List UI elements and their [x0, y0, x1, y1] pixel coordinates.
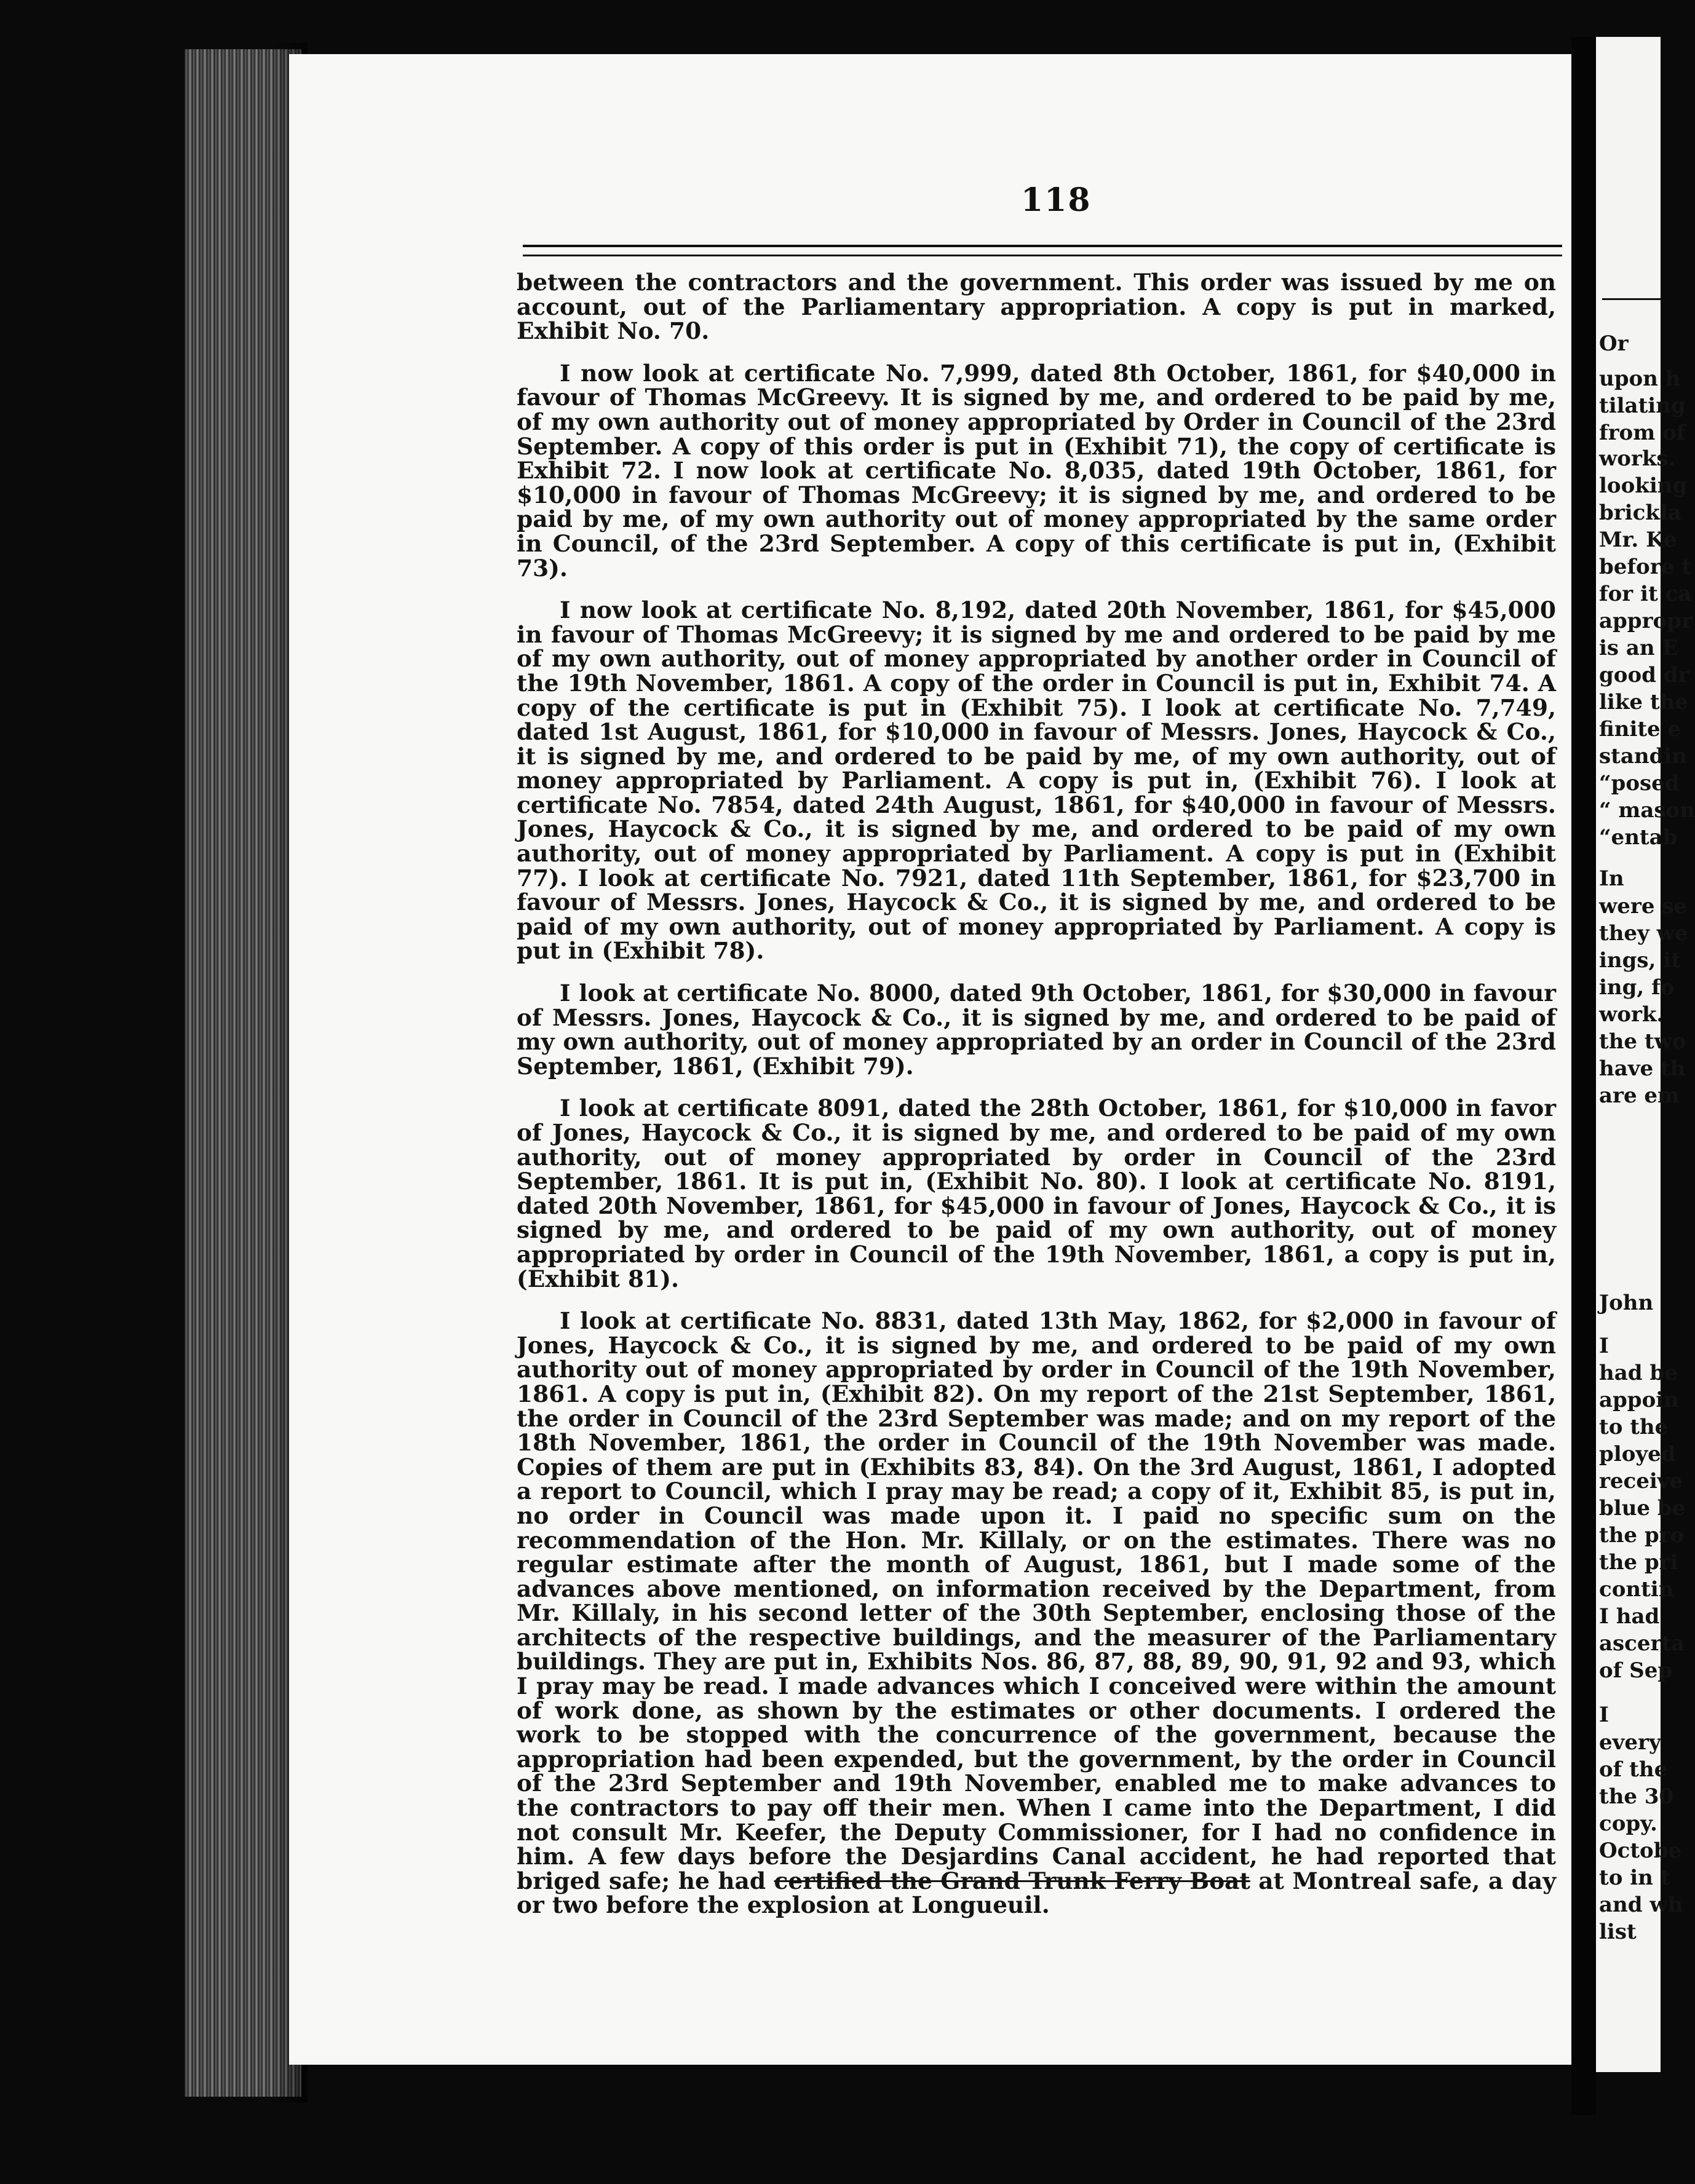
facing-page-line: is an E — [1599, 636, 1678, 660]
facing-page-line: standin — [1599, 744, 1688, 769]
facing-page-line: of Sep — [1599, 1658, 1673, 1683]
paragraph: between the contractors and the government. This order was issued by me on account, out of the Parliamentary appropriation. A copy is put in marked, Exhibit No. 70. — [517, 269, 1556, 345]
facing-page-line: contin — [1599, 1577, 1674, 1602]
facing-page-line: Octobe — [1599, 1838, 1682, 1863]
facing-page-line: were se — [1599, 894, 1688, 919]
facing-page-line: the 30 — [1599, 1784, 1674, 1809]
paragraph: I look at certificate No. 8000, dated 9th October, 1861, for $30,000 in favour of Messrs. Jones, Haycock & Co., it is signed by me, and ordered to be paid of my own authority, out of money appropriated by an order in Council of the 23rd September, 1861, (Exhibit 79). — [517, 979, 1556, 1080]
facing-page-line: ings, it — [1599, 948, 1681, 973]
facing-page-line: are em — [1599, 1083, 1680, 1108]
book-gutter — [1571, 37, 1596, 2115]
facing-page-line: finite e — [1599, 717, 1681, 742]
facing-page-line: to in t — [1599, 1866, 1670, 1890]
facing-page-line: for it ca — [1599, 582, 1692, 606]
facing-page-line: they we — [1599, 921, 1688, 946]
facing-page-line: good dr — [1599, 663, 1689, 687]
facing-page-line: appropr — [1599, 609, 1693, 633]
facing-page-line: brickla — [1599, 501, 1681, 525]
facing-page-line: the pro — [1599, 1523, 1685, 1548]
facing-page-line: before t — [1599, 555, 1691, 579]
page-body-text — [517, 271, 1556, 1918]
paragraph-text: I look at certificate No. 8831, dated 13th May, 1862, for $2,000 in favour of Jones, Haycock & Co., it is signed by me, and ordered to be paid of my own authority out of money appropriated by order in Council of the 19th November, 1861. A copy is put in, (Exhibit 82). On my report of the 21st September, 1861, the order in Council of the 23rd September was made; and on my report of the 18th November, 1861, the order in Council of the 19th November was made. Copies of them are put in (Exhibits 83, 84). On the 3rd August, 1861, I adopted a report to Council, which I pray may be read; a copy of it, Exhibit 85, is put in, no order in Council was made upon it. I paid no specific sum on the recommendation of the Hon. Mr. Killaly, or on the estimates. There was no regular estimate after the month of August, 1861, but I made some of the advances above mentioned, on information received by the Department, from Mr. Killaly, in his second letter of the 30th September, enclosing those of the architects of the respective buildings, and the measurer of the Parliamentary buildings. They are put in, Exhibits Nos. 86, 87, 88, 89, 90, 91, 92 and 93, which I pray may be read. I made advances which I conceived were within the amount of work done, as shown by the estimates or other documents. I ordered the work to be stopped with the concurrence of the government, because the appropriation had been expended, but the government, by the order in Council of the 23rd September and 19th November, enabled me to make advances to the contractors to pay off their men. When I came into the Department, I did not consult Mr. Keefer, the Deputy Commissioner, for I had no confidence in him. A few days before the Desjardins Canal accident, he had reported that briged safe; he had — [517, 1307, 1556, 1894]
facing-page-line: every — [1599, 1730, 1661, 1755]
facing-page-line: Or — [1599, 331, 1629, 356]
facing-page-line: from of — [1599, 421, 1686, 445]
facing-page-rule — [1602, 298, 1661, 300]
facing-page-line: Mr. Ke — [1599, 528, 1677, 552]
facing-page-line: I had — [1599, 1604, 1660, 1629]
struck-text: certified the Grand Trunk Ferry Boat — [774, 1867, 1250, 1894]
page-number: 118 — [1021, 181, 1092, 219]
facing-page-line: works. — [1599, 446, 1676, 471]
facing-page-line: “posed — [1599, 771, 1680, 796]
facing-page-line: and wh — [1599, 1893, 1683, 1917]
paragraph: I now look at certificate No. 8,192, dated 20th November, 1861, for $45,000 in favour of Thomas McGreevy; it is signed by me and ordered to be paid by me of my own authority, out of money appropriated by another order in Council of the 19th November, 1861. A copy of the order in Council is put in, Exhibit 74. A copy of the certificate is put in (Exhibit 75). I look at certificate No. 7,749, dated 1st August, 1861, for $10,000 in favour of Messrs. Jones, Haycock & Co., it is signed by me, and ordered to be paid by me, of my own authority, out of money appropriated by Parliament. A copy is put in, (Exhibit 76). I look at certificate No. 7854, dated 24th August, 1861, for $40,000 in favour of Messrs. Jones, Haycock & Co., it is signed by me, and ordered to be paid of my own authority, out of money appropriated by Parliament. A copy is put in (Exhibit 77). I look at certificate No. 7921, dated 11th September, 1861, for $23,700 in favour of Messrs. Jones, Haycock & Co., it is signed by me, and ordered to be paid of my own authority, out of money appropriated by Parliament. A copy is put in (Exhibit 78). — [517, 596, 1556, 965]
paragraph-text: at Montreal safe, a day or two before the explosion at Longueuil. — [517, 1867, 1557, 1919]
facing-page-line: In — [1599, 866, 1624, 891]
facing-page-line: “entab — [1599, 825, 1678, 850]
facing-page-line: to the — [1599, 1415, 1669, 1439]
paragraph — [517, 1309, 1556, 1918]
facing-page-line: looking — [1599, 473, 1688, 498]
facing-page-line: of the — [1599, 1757, 1668, 1782]
facing-page-line: ascerta — [1599, 1631, 1685, 1656]
facing-page-line: upon h — [1599, 366, 1681, 391]
facing-page-line: copy. — [1599, 1811, 1657, 1836]
facing-page-line: like the — [1599, 690, 1688, 714]
facing-page-line: John — [1599, 1291, 1654, 1315]
paragraph: I look at certificate 8091, dated the 28th October, 1861, for $10,000 in favor of Jones, Haycock & Co., it is signed by me, and ordered to be paid of my own authority, out of money appropriated by order in Council of the 23rd September, 1861. It is put in, (Exhibit No. 80). I look at certificate No. 8191, dated 20th November, 1861, for $45,000 in favour of Jones, Haycock & Co., it is signed by me, and ordered to be paid of my own authority, out of money appropriated by order in Council of the 19th November, 1861, a copy is put in, (Exhibit 81). — [517, 1094, 1556, 1292]
facing-page-line: blue be — [1599, 1496, 1686, 1521]
facing-page-line: the two — [1599, 1029, 1686, 1054]
facing-page-line: ployed — [1599, 1442, 1676, 1466]
paragraph: I now look at certificate No. 7,999, dated 8th October, 1861, for $40,000 in favour of Thomas McGreevy. It is signed by me, and ordered to be paid by me, of my own authority out of money appropriated by Order in Council of the 23rd September. A copy of this order is put in (Exhibit 71), the copy of certificate is Exhibit 72. I now look at certificate No. 8,035, dated 19th October, 1861, for $10,000 in favour of Thomas McGreevy; it is signed by me, and ordered to be paid by me, of my own authority out of money appropriated by the same order in Council, of the 23rd September. A copy of this certificate is put in, (Exhibit 73). — [517, 359, 1556, 582]
facing-page-line: have th — [1599, 1056, 1686, 1081]
facing-page-line: tilating — [1599, 394, 1686, 418]
facing-page-line: appoin — [1599, 1388, 1679, 1412]
facing-page-line: the pri — [1599, 1550, 1678, 1575]
facing-page-line: “ mason — [1599, 798, 1695, 823]
facing-page-line: ing, fo — [1599, 975, 1675, 1000]
facing-page-line: work. — [1599, 1002, 1664, 1027]
facing-page-line: I — [1599, 1703, 1609, 1727]
facing-page-line: receive — [1599, 1469, 1683, 1494]
header-rule — [523, 245, 1562, 256]
facing-page-line: had be — [1599, 1361, 1678, 1385]
facing-page-line: list — [1599, 1920, 1637, 1944]
facing-page-line: I — [1599, 1334, 1609, 1358]
